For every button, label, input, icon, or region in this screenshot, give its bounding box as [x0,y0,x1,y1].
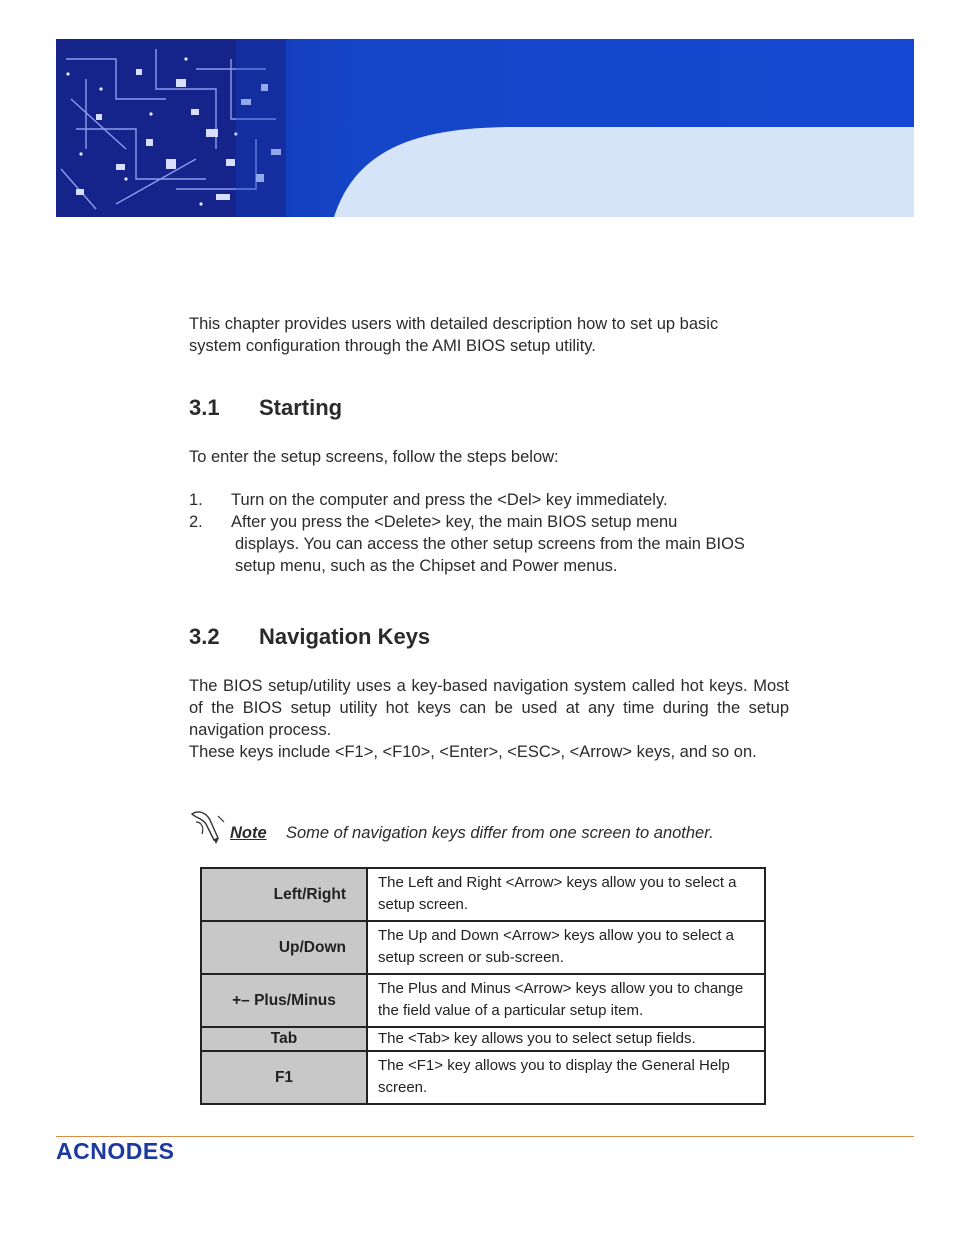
acnodes-logo [56,1138,216,1169]
table-description-cell: The Left and Right <Arrow> keys allow you to select a setup screen. [367,868,765,921]
section-title: Navigation Keys [259,624,431,649]
table-row [201,1027,765,1051]
section-title: Starting [259,395,343,420]
table-key-cell: Up/Down [201,921,367,974]
list-number: 2. [189,513,203,531]
list-text: Turn on the computer and press the <Del> key immediately. [231,491,668,509]
table-key-cell: Tab [201,1027,367,1051]
list-item [189,511,789,577]
table-description-cell: The Up and Down <Arrow> keys allow you to select a setup screen or sub-screen. [367,921,765,974]
table-row [201,921,765,974]
navigation-keys-table [200,867,766,1105]
header-banner [56,39,914,217]
navigation-paragraph: The BIOS setup/utility uses a key-based navigation system called hot keys. Most of the BIOS setup utility hot keys can be used at any time during the setup navigation process. [189,677,789,739]
brand-logo [56,1138,216,1164]
intro-paragraph: This chapter provides users with detailed description how to set up basic system configuration through the AMI BIOS setup utility. [189,315,719,355]
section-number: 3.1 [189,395,220,420]
section-heading-starting [189,395,342,421]
section-heading-navigation-keys [189,624,430,650]
note-callout [188,808,788,848]
list-number: 1. [189,491,203,509]
table-row [201,868,765,921]
table-key-cell: F1 [201,1051,367,1104]
section-number: 3.2 [189,624,220,649]
table-key-cell: Left/Right [201,868,367,921]
table-description-cell: The Plus and Minus <Arrow> keys allow you to change the field value of a particular setup item. [367,974,765,1027]
table-row [201,974,765,1027]
table-description-cell: The <Tab> key allows you to select setup fields. [367,1027,765,1051]
navigation-keys-list: These keys include <F1>, <F10>, <Enter>, <ESC>, <Arrow> keys, and so on. [189,743,757,761]
pen-note-icon [188,808,228,844]
list-continuation: displays. You can access the other setup screens from the main BIOS setup menu, such as the Chipset and Power menus. [235,535,745,575]
circuit-board-graphic [56,39,914,217]
table-description-cell: The <F1> key allows you to display the General Help screen. [367,1051,765,1104]
section-lead: To enter the setup screens, follow the steps below: [189,448,559,466]
note-text: Some of navigation keys differ from one screen to another. [286,824,714,842]
table-key-cell: +– Plus/Minus [201,974,367,1027]
list-text: After you press the <Delete> key, the main BIOS setup menu [231,513,678,531]
list-item [189,489,779,511]
table-row [201,1051,765,1104]
logo-text: ACNODES [56,1138,175,1164]
footer-divider [56,1136,914,1137]
note-label: Note [230,824,267,842]
